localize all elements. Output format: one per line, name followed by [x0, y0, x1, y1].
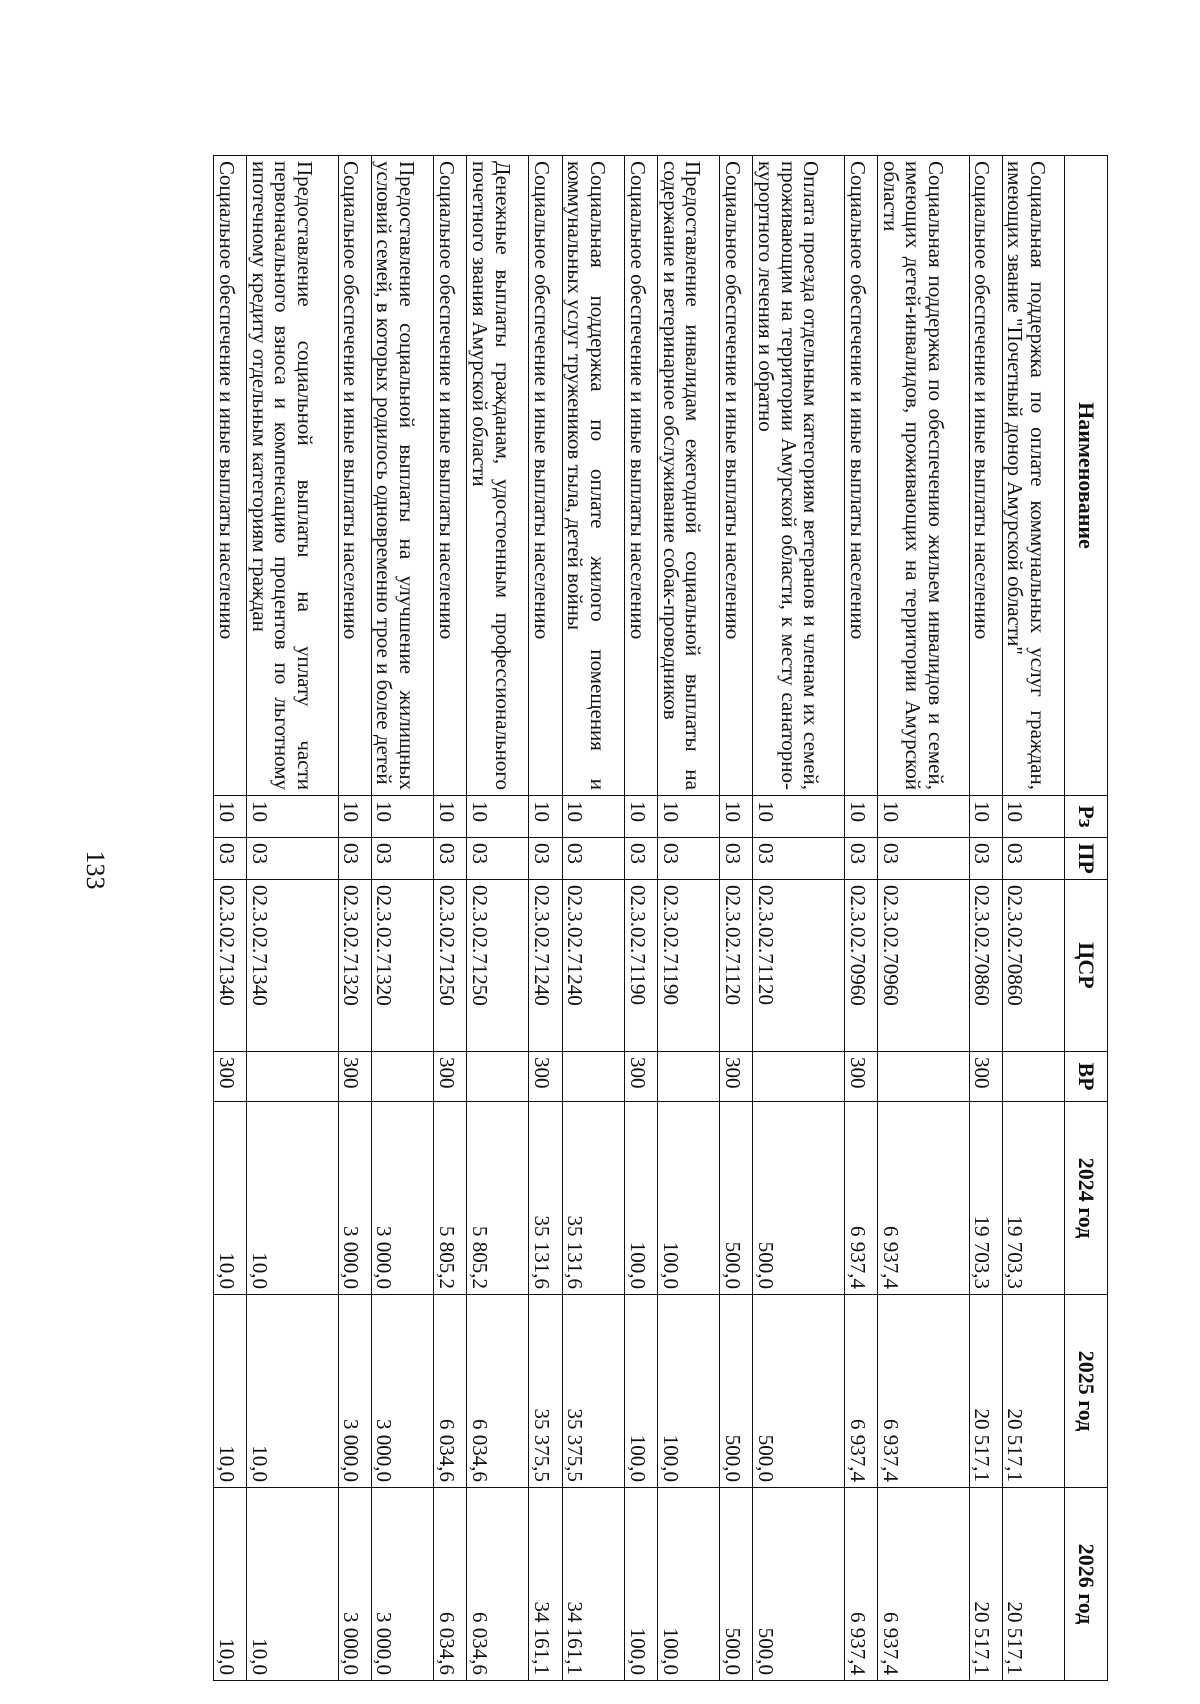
cell-2025: 500,0 — [720, 1295, 753, 1488]
cell-vr — [371, 1052, 433, 1102]
cell-name: Предоставление социальной выплаты на улучшение жилищных условий семей, в которых родилось одновременно трое и более детей — [371, 156, 433, 796]
cell-vr — [562, 1052, 624, 1102]
cell-rz: 10 — [338, 796, 371, 838]
cell-2024: 6 937,4 — [878, 1102, 970, 1295]
cell-csr: 02.3.02.71320 — [338, 880, 371, 1052]
cell-2026: 3 000,0 — [371, 1488, 433, 1681]
cell-pr: 03 — [371, 838, 433, 880]
cell-name: Предоставление социальной выплаты на уплату части первоначального взноса и компенсацию процентов по льготному ипотечному кредиту отдельным категориям граждан — [247, 156, 339, 796]
cell-name: Социальное обеспечение и иные выплаты населению — [338, 156, 371, 796]
table-row — [371, 156, 433, 1681]
cell-2026: 100,0 — [658, 1488, 720, 1681]
cell-2025: 20 517,1 — [969, 1295, 1002, 1488]
cell-rz: 10 — [214, 796, 247, 838]
cell-name: Социальное обеспечение и иные выплаты населению — [844, 156, 877, 796]
cell-2026: 34 161,1 — [529, 1488, 562, 1681]
cell-2024: 6 937,4 — [844, 1102, 877, 1295]
cell-vr — [878, 1052, 970, 1102]
page-number: 133 — [81, 850, 110, 890]
header-2026: 2026 год — [1065, 1488, 1108, 1681]
cell-rz: 10 — [624, 796, 657, 838]
table-row — [844, 156, 877, 1681]
cell-rz: 10 — [844, 796, 877, 838]
cell-csr: 02.3.02.71250 — [467, 880, 529, 1052]
header-vr: ВР — [1065, 1052, 1108, 1102]
cell-csr: 02.3.02.71320 — [371, 880, 433, 1052]
cell-vr: 300 — [338, 1052, 371, 1102]
cell-csr: 02.3.02.70960 — [844, 880, 877, 1052]
header-row — [1065, 156, 1108, 1681]
cell-csr: 02.3.02.71190 — [624, 880, 657, 1052]
cell-2024: 10,0 — [247, 1102, 339, 1295]
cell-pr: 03 — [720, 838, 753, 880]
cell-csr: 02.3.02.71120 — [753, 880, 845, 1052]
cell-vr — [658, 1052, 720, 1102]
cell-csr: 02.3.02.70860 — [969, 880, 1002, 1052]
table-row — [624, 156, 657, 1681]
table-row — [247, 156, 339, 1681]
table-body — [214, 156, 1065, 1681]
cell-rz: 10 — [529, 796, 562, 838]
cell-2024: 35 131,6 — [562, 1102, 624, 1295]
cell-2025: 6 034,6 — [434, 1295, 467, 1488]
cell-2024: 5 805,2 — [434, 1102, 467, 1295]
cell-2025: 10,0 — [247, 1295, 339, 1488]
cell-csr: 02.3.02.70960 — [878, 880, 970, 1052]
cell-csr: 02.3.02.71340 — [247, 880, 339, 1052]
table-row — [562, 156, 624, 1681]
cell-vr: 300 — [844, 1052, 877, 1102]
cell-pr: 03 — [247, 838, 339, 880]
cell-pr: 03 — [1002, 838, 1064, 880]
cell-vr — [753, 1052, 845, 1102]
cell-2025: 6 937,4 — [878, 1295, 970, 1488]
cell-2025: 100,0 — [624, 1295, 657, 1488]
cell-pr: 03 — [434, 838, 467, 880]
cell-pr: 03 — [658, 838, 720, 880]
cell-pr: 03 — [529, 838, 562, 880]
table-row — [467, 156, 529, 1681]
cell-pr: 03 — [624, 838, 657, 880]
cell-rz: 10 — [658, 796, 720, 838]
rotated-table-container — [213, 155, 1108, 1681]
cell-2026: 6 937,4 — [878, 1488, 970, 1681]
table-row — [1002, 156, 1064, 1681]
table-row — [753, 156, 845, 1681]
cell-rz: 10 — [467, 796, 529, 838]
cell-2026: 500,0 — [720, 1488, 753, 1681]
cell-csr: 02.3.02.71340 — [214, 880, 247, 1052]
cell-2024: 500,0 — [720, 1102, 753, 1295]
cell-2026: 10,0 — [247, 1488, 339, 1681]
cell-2024: 100,0 — [658, 1102, 720, 1295]
cell-pr: 03 — [467, 838, 529, 880]
cell-name: Оплата проезда отдельным категориям ветеранов и членам их семей, проживающим на территории Амурской области, к месту санаторно-курортного лечения и обратно — [753, 156, 845, 796]
cell-vr: 300 — [969, 1052, 1002, 1102]
cell-2026: 6 937,4 — [844, 1488, 877, 1681]
cell-2024: 3 000,0 — [371, 1102, 433, 1295]
cell-2025: 6 937,4 — [844, 1295, 877, 1488]
cell-name: Социальное обеспечение и иные выплаты населению — [720, 156, 753, 796]
cell-2025: 3 000,0 — [371, 1295, 433, 1488]
table-header — [1065, 156, 1108, 1681]
cell-csr: 02.3.02.71240 — [529, 880, 562, 1052]
cell-2026: 500,0 — [753, 1488, 845, 1681]
cell-name: Социальное обеспечение и иные выплаты населению — [214, 156, 247, 796]
cell-name: Денежные выплаты гражданам, удостоенным профессионального почетного звания Амурской области — [467, 156, 529, 796]
table-row — [878, 156, 970, 1681]
cell-2025: 3 000,0 — [338, 1295, 371, 1488]
table-row — [969, 156, 1002, 1681]
cell-csr: 02.3.02.70860 — [1002, 880, 1064, 1052]
cell-2026: 100,0 — [624, 1488, 657, 1681]
cell-2025: 20 517,1 — [1002, 1295, 1064, 1488]
cell-name: Социальное обеспечение и иные выплаты населению — [529, 156, 562, 796]
cell-name: Социальная поддержка по обеспечению жильем инвалидов и семей, имеющих детей-инвалидов, проживающих на территории Амурской области — [878, 156, 970, 796]
header-csr: ЦСР — [1065, 880, 1108, 1052]
cell-csr: 02.3.02.71250 — [434, 880, 467, 1052]
cell-pr: 03 — [562, 838, 624, 880]
cell-2025: 100,0 — [658, 1295, 720, 1488]
cell-name: Социальное обеспечение и иные выплаты населению — [624, 156, 657, 796]
cell-2024: 19 703,3 — [969, 1102, 1002, 1295]
cell-name: Социальное обеспечение и иные выплаты населению — [969, 156, 1002, 796]
cell-vr: 300 — [624, 1052, 657, 1102]
cell-rz: 10 — [969, 796, 1002, 838]
cell-rz: 10 — [247, 796, 339, 838]
budget-table — [213, 155, 1108, 1681]
cell-pr: 03 — [753, 838, 845, 880]
cell-rz: 10 — [371, 796, 433, 838]
cell-vr: 300 — [434, 1052, 467, 1102]
cell-2025: 35 375,5 — [529, 1295, 562, 1488]
cell-2026: 3 000,0 — [338, 1488, 371, 1681]
cell-vr: 300 — [720, 1052, 753, 1102]
cell-2024: 10,0 — [214, 1102, 247, 1295]
cell-2026: 20 517,1 — [1002, 1488, 1064, 1681]
cell-name: Социальная поддержка по оплате коммунальных услуг граждан, имеющих звание "Почетный донор Амурской области" — [1002, 156, 1064, 796]
cell-vr — [467, 1052, 529, 1102]
cell-2024: 100,0 — [624, 1102, 657, 1295]
cell-2024: 5 805,2 — [467, 1102, 529, 1295]
header-2025: 2025 год — [1065, 1295, 1108, 1488]
table-row — [434, 156, 467, 1681]
table-row — [214, 156, 247, 1681]
cell-csr: 02.3.02.71190 — [658, 880, 720, 1052]
cell-rz: 10 — [720, 796, 753, 838]
cell-2024: 500,0 — [753, 1102, 845, 1295]
cell-2024: 3 000,0 — [338, 1102, 371, 1295]
cell-name: Предоставление инвалидам ежегодной социальной выплаты на содержание и ветеринарное обслуживание собак-проводников — [658, 156, 720, 796]
cell-pr: 03 — [338, 838, 371, 880]
cell-2025: 10,0 — [214, 1295, 247, 1488]
cell-rz: 10 — [434, 796, 467, 838]
table-row — [529, 156, 562, 1681]
cell-2024: 19 703,3 — [1002, 1102, 1064, 1295]
cell-pr: 03 — [844, 838, 877, 880]
cell-rz: 10 — [878, 796, 970, 838]
table-frame — [213, 155, 1108, 1681]
cell-2026: 6 034,6 — [467, 1488, 529, 1681]
cell-rz: 10 — [753, 796, 845, 838]
cell-vr: 300 — [214, 1052, 247, 1102]
table-row — [338, 156, 371, 1681]
cell-pr: 03 — [878, 838, 970, 880]
cell-2026: 20 517,1 — [969, 1488, 1002, 1681]
cell-rz: 10 — [562, 796, 624, 838]
cell-name: Социальная поддержка по оплате жилого помещения и коммунальных услуг тружеников тыла, детей войны — [562, 156, 624, 796]
cell-csr: 02.3.02.71240 — [562, 880, 624, 1052]
header-2024: 2024 год — [1065, 1102, 1108, 1295]
cell-2026: 10,0 — [214, 1488, 247, 1681]
cell-vr — [247, 1052, 339, 1102]
cell-vr — [1002, 1052, 1064, 1102]
header-name: Наименование — [1065, 156, 1108, 796]
cell-pr: 03 — [214, 838, 247, 880]
table-row — [720, 156, 753, 1681]
cell-2026: 34 161,1 — [562, 1488, 624, 1681]
cell-2026: 6 034,6 — [434, 1488, 467, 1681]
cell-name: Социальное обеспечение и иные выплаты населению — [434, 156, 467, 796]
cell-csr: 02.3.02.71120 — [720, 880, 753, 1052]
cell-2025: 35 375,5 — [562, 1295, 624, 1488]
table-row — [658, 156, 720, 1681]
cell-2025: 6 034,6 — [467, 1295, 529, 1488]
header-pr: ПР — [1065, 838, 1108, 880]
header-rz: Рз — [1065, 796, 1108, 838]
cell-rz: 10 — [1002, 796, 1064, 838]
cell-vr: 300 — [529, 1052, 562, 1102]
cell-2024: 35 131,6 — [529, 1102, 562, 1295]
cell-pr: 03 — [969, 838, 1002, 880]
cell-2025: 500,0 — [753, 1295, 845, 1488]
